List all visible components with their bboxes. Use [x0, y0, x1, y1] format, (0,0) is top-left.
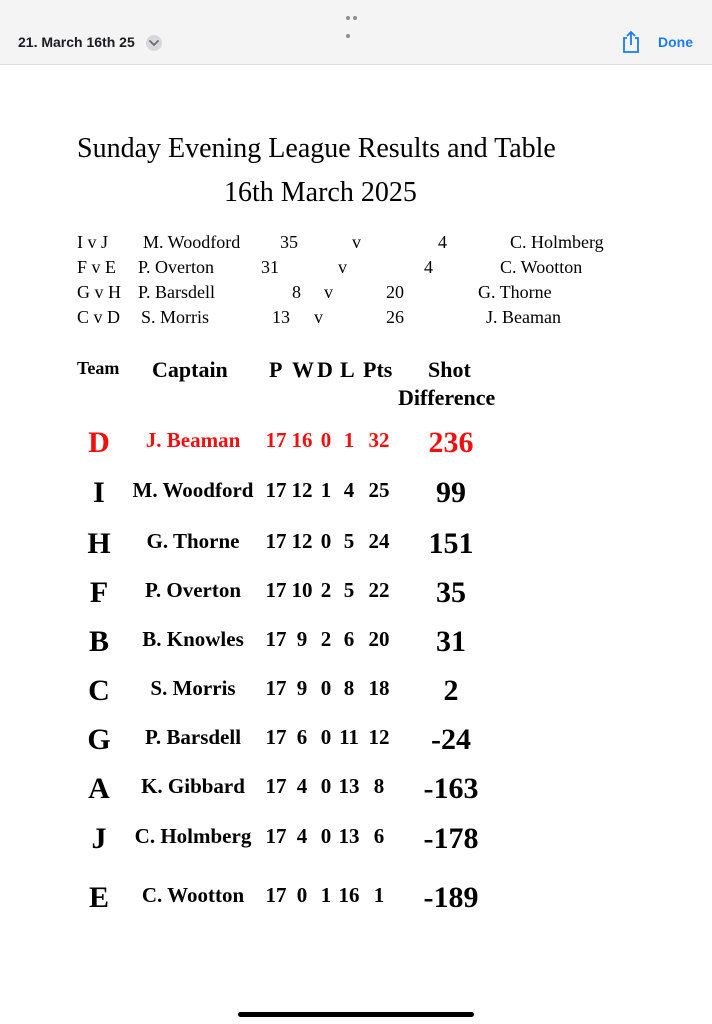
won: 10 — [291, 578, 313, 602]
shot-difference: 236 — [428, 426, 474, 459]
home-indicator — [238, 1012, 474, 1017]
away-score: 4 — [424, 257, 433, 277]
points: 1 — [373, 883, 385, 907]
team-letter: H — [87, 527, 111, 560]
team-letter: B — [88, 625, 110, 658]
header-points: Pts — [363, 357, 393, 382]
played: 17 — [265, 578, 287, 602]
points: 32 — [368, 428, 390, 452]
drawn: 0 — [320, 774, 332, 798]
won: 0 — [296, 883, 308, 907]
captain-name: P. Overton — [144, 578, 242, 602]
team-letter: C — [88, 674, 110, 707]
home-score: 35 — [280, 232, 298, 252]
played: 17 — [265, 774, 287, 798]
won: 9 — [296, 676, 308, 700]
played: 17 — [265, 725, 287, 749]
captain-name: M. Woodford — [132, 478, 254, 502]
header-won: W — [292, 357, 314, 382]
captain-name: K. Gibbard — [141, 774, 245, 798]
home-score: 13 — [272, 307, 290, 327]
captain-name: S. Morris — [150, 676, 236, 700]
away-score: 20 — [386, 282, 404, 302]
captain-name: P. Barsdell — [144, 725, 242, 749]
shot-difference: -163 — [423, 772, 479, 805]
lost: 4 — [343, 478, 355, 502]
home-captain: P. Barsdell — [138, 282, 216, 302]
team-letter: E — [88, 881, 110, 914]
shot-difference: 35 — [436, 576, 466, 609]
versus-label: v — [352, 232, 361, 252]
drawn: 1 — [320, 478, 332, 502]
share-icon[interactable] — [620, 30, 642, 54]
captain-name: J. Beaman — [145, 428, 241, 452]
points: 24 — [368, 529, 390, 553]
points: 6 — [373, 824, 385, 848]
shot-difference: -178 — [423, 822, 479, 855]
captain-name: C. Holmberg — [134, 824, 252, 848]
lost: 5 — [343, 578, 355, 602]
drawn: 1 — [320, 883, 332, 907]
drawn: 0 — [320, 725, 332, 749]
won: 9 — [296, 627, 308, 651]
won: 4 — [296, 824, 308, 848]
won: 6 — [296, 725, 308, 749]
fixture-label: C v D — [77, 307, 121, 327]
header-difference: Difference — [398, 385, 496, 410]
away-captain: G. Thorne — [478, 282, 552, 302]
played: 17 — [265, 478, 287, 502]
won: 16 — [291, 428, 313, 452]
shot-difference: -189 — [423, 881, 479, 914]
played: 17 — [265, 428, 287, 452]
away-captain: J. Beaman — [486, 307, 561, 327]
versus-label: v — [324, 282, 333, 302]
document-date: 16th March 2025 — [224, 177, 417, 208]
header-lost: L — [340, 357, 355, 382]
shot-difference: 2 — [443, 674, 459, 707]
header-captain: Captain — [152, 357, 228, 382]
team-letter: D — [88, 426, 110, 459]
won: 4 — [296, 774, 308, 798]
header-drawn: D — [317, 357, 333, 382]
document-title-menu[interactable]: 21. March 16th 25 — [18, 34, 135, 50]
header-shot: Shot — [428, 357, 471, 382]
drawn: 0 — [320, 824, 332, 848]
more-dots-icon[interactable] — [346, 7, 366, 13]
shot-difference: -24 — [431, 723, 471, 756]
team-letter: A — [88, 772, 110, 805]
header-team: Team — [77, 358, 120, 378]
drawn: 0 — [320, 676, 332, 700]
drawn: 0 — [320, 529, 332, 553]
captain-name: G. Thorne — [146, 529, 240, 553]
points: 12 — [368, 725, 390, 749]
captain-name: B. Knowles — [142, 627, 244, 651]
lost: 16 — [338, 883, 360, 907]
lost: 11 — [339, 725, 359, 749]
chevron-down-icon[interactable] — [146, 35, 162, 51]
versus-label: v — [314, 307, 323, 327]
away-captain: C. Wootton — [500, 257, 583, 277]
fixture-label: I v J — [77, 232, 108, 252]
points: 20 — [368, 627, 390, 651]
shot-difference: 151 — [428, 527, 474, 560]
lost: 13 — [338, 824, 360, 848]
played: 17 — [265, 883, 287, 907]
done-button[interactable]: Done — [658, 34, 693, 50]
home-score: 8 — [292, 282, 301, 302]
home-score: 31 — [261, 257, 279, 277]
versus-label: v — [338, 257, 347, 277]
away-score: 26 — [386, 307, 404, 327]
points: 18 — [368, 676, 390, 700]
played: 17 — [265, 824, 287, 848]
fixture-label: F v E — [77, 257, 117, 277]
away-captain: C. Holmberg — [510, 232, 604, 252]
home-captain: P. Overton — [138, 257, 214, 277]
team-letter: G — [87, 723, 111, 756]
lost: 8 — [343, 676, 355, 700]
won: 12 — [291, 529, 313, 553]
played: 17 — [265, 676, 287, 700]
drawn: 2 — [320, 627, 332, 651]
points: 22 — [368, 578, 390, 602]
lost: 1 — [343, 428, 355, 452]
home-captain: M. Woodford — [143, 232, 241, 252]
won: 12 — [291, 478, 313, 502]
header-played: P — [269, 357, 283, 382]
shot-difference: 99 — [436, 476, 466, 509]
played: 17 — [265, 627, 287, 651]
played: 17 — [265, 529, 287, 553]
team-letter: J — [91, 822, 107, 855]
lost: 5 — [343, 529, 355, 553]
fixture-label: G v H — [77, 282, 121, 302]
captain-name: C. Wootton — [141, 883, 245, 907]
lost: 6 — [343, 627, 355, 651]
lost: 13 — [338, 774, 360, 798]
team-letter: F — [89, 576, 109, 609]
drawn: 2 — [320, 578, 332, 602]
away-score: 4 — [438, 232, 447, 252]
document-heading: Sunday Evening League Results and Table — [77, 133, 556, 164]
points: 8 — [373, 774, 385, 798]
drawn: 0 — [320, 428, 332, 452]
points: 25 — [368, 478, 390, 502]
shot-difference: 31 — [436, 625, 466, 658]
team-letter: I — [93, 476, 105, 509]
home-captain: S. Morris — [141, 307, 210, 327]
viewer-toolbar — [0, 0, 712, 65]
